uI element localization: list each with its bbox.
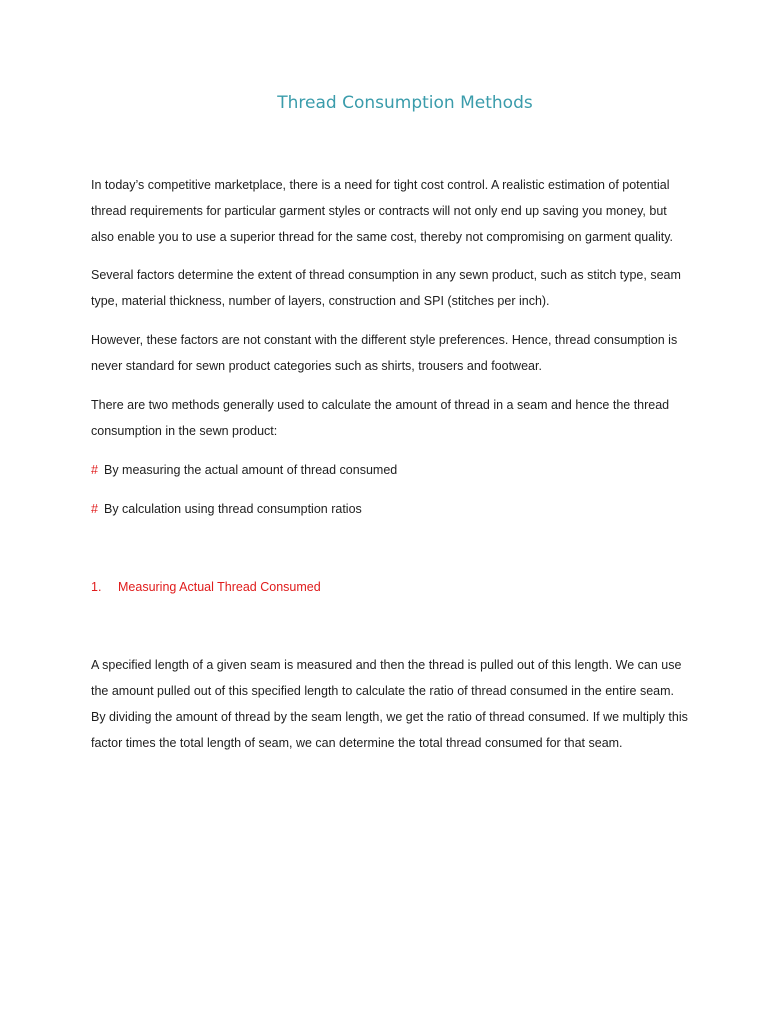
list-item-text: By measuring the actual amount of thread consumed <box>104 463 398 477</box>
hash-bullet-icon: # <box>91 463 98 477</box>
section-number: 1. <box>91 580 102 594</box>
section-heading-text: Measuring Actual Thread Consumed <box>118 580 321 594</box>
list-item <box>91 457 397 483</box>
paragraph-variation: However, these factors are not constant with the different style preferences. Hence, thread consumption is never standard for sewn product categories such as shirts, trousers and footwear. <box>91 333 678 373</box>
paragraph-intro: In today’s competitive marketplace, there is a need for tight cost control. A realistic estimation of potential thread requirements for particular garment styles or contracts will not only end up saving you money, but also enable you to use a superior thread for the same cost, thereby not compromising on garment quality. <box>91 178 674 244</box>
section-heading <box>91 576 321 598</box>
paragraph-factors: Several factors determine the extent of thread consumption in any sewn product, such as stitch type, seam type, material thickness, number of layers, construction and SPI (stitches per inch). <box>91 268 681 308</box>
page-title: Thread Consumption Methods <box>277 93 533 113</box>
list-item-text: By calculation using thread consumption ratios <box>104 502 362 516</box>
paragraph-methods-intro: There are two methods generally used to calculate the amount of thread in a seam and hence the thread consumption in the sewn product: <box>91 398 670 438</box>
hash-bullet-icon: # <box>91 502 98 516</box>
list-item <box>91 496 362 522</box>
paragraph-section-1: A specified length of a given seam is measured and then the thread is pulled out of this length. We can use the amount pulled out of this specified length to calculate the ratio of thread consumed in the entire seam. By dividing the amount of thread by the seam length, we get the ratio of thread consumed. If we multiply this factor times the total length of seam, we can determine the total thread consumed for that seam. <box>91 658 688 750</box>
